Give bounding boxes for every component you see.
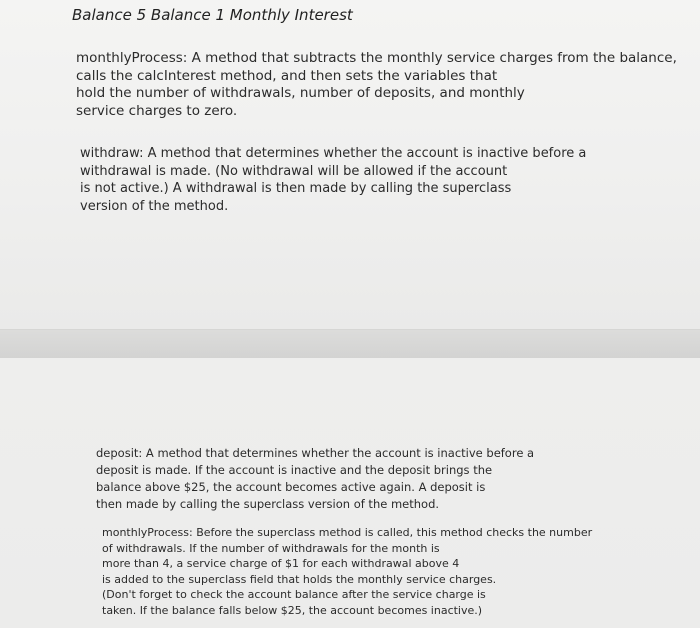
monthly-process-description: monthlyProcess: A method that subtracts the monthly service charges from the balance, calls the calcInterest method, and then sets the variables that hold the number of withdrawals, number of deposits, and monthly service charges to zero.: [76, 50, 677, 119]
monthly-process-override-description: monthlyProcess: Before the superclass method is called, this method checks the number of withdrawals. If the number of withdrawals for the month is more than 4, a service charge of $1 for each withdrawal above 4 is added to the superclass field that holds the monthly service charges. (Don't forget to check the account balance after the service charge is taken. If the balance falls below $25, the account becomes inactive.): [102, 526, 593, 617]
withdraw-description: withdraw: A method that determines whether the account is inactive before a withdrawal is made. (No withdrawal will be allowed if the account is not active.) A withdrawal is then made by calling the superclass version of the method.: [80, 146, 587, 214]
deposit-description: deposit: A method that determines whether the account is inactive before a deposit is made. If the account is inactive and the deposit brings the balance above $25, the account becomes active again. A deposit is then made by calling the superclass version of the method.: [96, 446, 535, 511]
page-separator: [0, 330, 700, 358]
document-title: Balance 5 Balance 1 Monthly Interest: [72, 6, 353, 24]
